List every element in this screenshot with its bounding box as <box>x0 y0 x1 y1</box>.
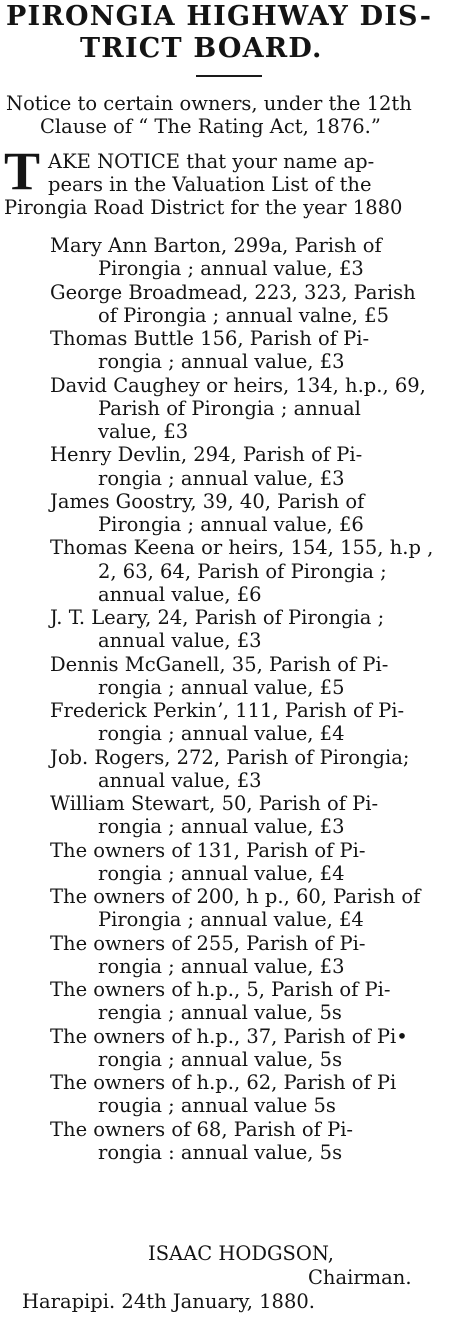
valuation-entry-continuation-line: rougia ; annual value 5s <box>98 1094 336 1118</box>
valuation-entry-continuation-line: rengia ; annual value, 5s <box>98 1001 342 1025</box>
valuation-entry-first-line: The owners of h.p., 5, Parish of Pi- <box>50 978 391 1001</box>
valuation-entry-first-line: The owners of 255, Parish of Pi- <box>50 931 366 955</box>
valuation-entry-continuation-line: value, £3 <box>98 420 189 443</box>
valuation-entry-continuation-line: annual value, £3 <box>98 768 262 792</box>
valuation-entry-continuation-line: Parish of Pirongia ; annual <box>98 396 361 420</box>
valuation-entry-first-line: The owners of 131, Parish of Pi- <box>50 838 366 862</box>
notice-line-3: Pirongia Road District for the year 1880 <box>4 196 403 219</box>
intro-line-2: Clause of “ The Rating Act, 1876.” <box>40 115 381 138</box>
valuation-entry-continuation-line: 2, 63, 64, Parish of Pirongia ; <box>98 559 387 583</box>
valuation-entry-continuation-line: Pirongia ; annual value, £4 <box>98 908 364 932</box>
valuation-entry-first-line: Thomas Keena or heirs, 154, 155, h.p , <box>50 536 434 560</box>
valuation-entry-first-line: J. T. Leary, 24, Parish of Pirongia ; <box>50 606 385 629</box>
valuation-entry-first-line: David Caughey or heirs, 134, h.p., 69, <box>50 373 426 397</box>
valuation-entry-continuation-line: rongia ; annual value, £3 <box>98 466 345 490</box>
heading-divider <box>196 75 262 77</box>
intro-line-1: Notice to certain owners, under the 12th <box>6 92 412 115</box>
valuation-entry-continuation-line: Pirongia ; annual value, £6 <box>98 513 364 536</box>
drop-cap-letter: T <box>4 141 41 201</box>
valuation-entry-first-line: The owners of h.p., 62, Parish of Pi <box>50 1071 397 1094</box>
valuation-entry-continuation-line: rongia ; annual value, £4 <box>98 722 345 746</box>
valuation-entry-continuation-line: rongia : annual value, 5s <box>98 1140 343 1164</box>
valuation-entry-continuation-line: annual value, £6 <box>98 582 262 606</box>
valuation-entry-first-line: The owners of h.p., 37, Parish of Pi• <box>50 1024 408 1048</box>
valuation-entry-first-line: Henry Devlin, 294, Parish of Pi- <box>50 443 363 467</box>
valuation-entry-first-line: Thomas Buttle 156, Parish of Pi- <box>50 327 370 350</box>
signatory-title: Chairman. <box>308 1266 412 1289</box>
notice-line-1: AKE NOTICE that your name ap- <box>48 150 375 173</box>
notice-line-2: pears in the Valuation List of the <box>48 173 372 196</box>
signatory-name: ISAAC HODGSON, <box>148 1242 334 1265</box>
valuation-entry-first-line: George Broadmead, 223, 323, Parish <box>50 280 416 304</box>
valuation-entry-first-line: James Goostry, 39, 40, Parish of <box>50 489 365 513</box>
valuation-entry-first-line: William Stewart, 50, Parish of Pi- <box>50 792 379 815</box>
dateline: Harapipi. 24th January, 1880. <box>22 1290 315 1313</box>
valuation-entry-first-line: The owners of 68, Parish of Pi- <box>50 1117 354 1141</box>
valuation-entry-continuation-line: annual value, £3 <box>98 629 262 653</box>
valuation-entry-continuation-line: rongia ; annual value, £4 <box>98 861 345 885</box>
valuation-entry-continuation-line: rongia ; annual value, 5s <box>98 1047 343 1071</box>
valuation-entry-continuation-line: of Pirongia ; annual valne, £5 <box>98 303 389 327</box>
valuation-entry-continuation-line: rongia ; annual value, £5 <box>98 675 345 699</box>
notice-heading-line-1: PIRONGIA HIGHWAY DIS- <box>6 1 433 32</box>
valuation-entry-first-line: Job. Rogers, 272, Parish of Pirongia; <box>50 745 410 769</box>
valuation-entry-continuation-line: rongia ; annual value, £3 <box>98 350 345 374</box>
valuation-entry-first-line: Frederick Perkinʼ, 111, Parish of Pi- <box>50 699 405 722</box>
valuation-entry-continuation-line: rongia ; annual value, £3 <box>98 954 345 978</box>
valuation-entry-first-line: Mary Ann Barton, 299a, Parish of <box>50 234 382 257</box>
valuation-entry-first-line: Dennis McGanell, 35, Parish of Pi- <box>50 652 389 676</box>
valuation-entry-first-line: The owners of 200, h p., 60, Parish of <box>50 885 421 908</box>
valuation-entry-continuation-line: rongia ; annual value, £3 <box>98 815 345 839</box>
valuation-entry-continuation-line: Pirongia ; annual value, £3 <box>98 257 364 281</box>
notice-heading-line-2: TRICT BOARD. <box>80 33 323 64</box>
